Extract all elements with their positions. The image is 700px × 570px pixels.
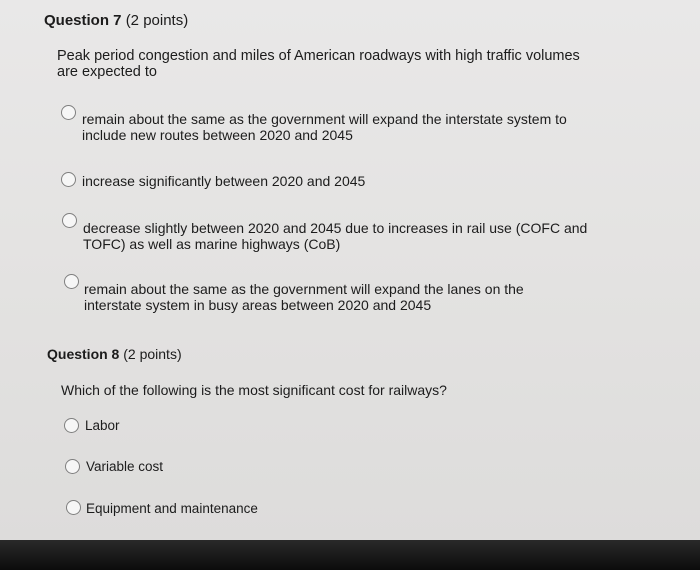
question-7-points: (2 points) — [125, 12, 189, 29]
question-7-title: Question 7 — [44, 12, 122, 29]
q8-option-2-radio[interactable] — [65, 459, 80, 474]
q7-option-4-radio[interactable] — [64, 274, 79, 289]
question-7-prompt-line-2: are expected to — [57, 64, 157, 80]
q7-option-4-line-2: interstate system in busy areas between 2020 and 2045 — [84, 297, 432, 313]
question-7-prompt-line-1: Peak period congestion and miles of American roadways with high traffic volumes — [57, 48, 580, 64]
q8-option-1-radio[interactable] — [64, 418, 79, 433]
question-7-header — [44, 12, 188, 29]
question-8-header — [47, 346, 182, 362]
q7-option-3-radio[interactable] — [62, 213, 77, 228]
q7-option-3-line-1: decrease slightly between 2020 and 2045 due to increases in rail use (COFC and — [83, 220, 588, 236]
q8-option-2-label[interactable]: Variable cost — [86, 459, 164, 474]
q7-option-4-line-1: remain about the same as the government will expand the lanes on the — [84, 281, 524, 297]
q7-option-1-radio[interactable] — [61, 105, 76, 120]
q7-option-1-label[interactable] — [82, 111, 567, 143]
question-8-points: (2 points) — [123, 346, 182, 362]
question-8-title: Question 8 — [47, 346, 120, 362]
q8-option-1-label[interactable]: Labor — [85, 418, 120, 433]
question-7-prompt — [57, 48, 580, 80]
q7-option-2-label[interactable] — [82, 173, 365, 189]
screen-bezel — [0, 540, 700, 570]
q7-option-2-line-1: increase significantly between 2020 and 2045 — [82, 173, 366, 189]
q7-option-3-line-2: TOFC) as well as marine highways (CoB) — [83, 236, 341, 252]
q7-option-3-label[interactable] — [83, 220, 587, 252]
question-8-prompt: Which of the following is the most significant cost for railways? — [61, 382, 447, 398]
q7-option-2-radio[interactable] — [61, 172, 76, 187]
q7-option-1-line-2: include new routes between 2020 and 2045 — [82, 127, 353, 143]
q7-option-4-label[interactable] — [84, 281, 524, 313]
q8-option-3-label[interactable]: Equipment and maintenance — [86, 501, 258, 516]
q7-option-1-line-1: remain about the same as the government will expand the interstate system to — [82, 111, 567, 127]
q8-option-3-radio[interactable] — [66, 500, 81, 515]
